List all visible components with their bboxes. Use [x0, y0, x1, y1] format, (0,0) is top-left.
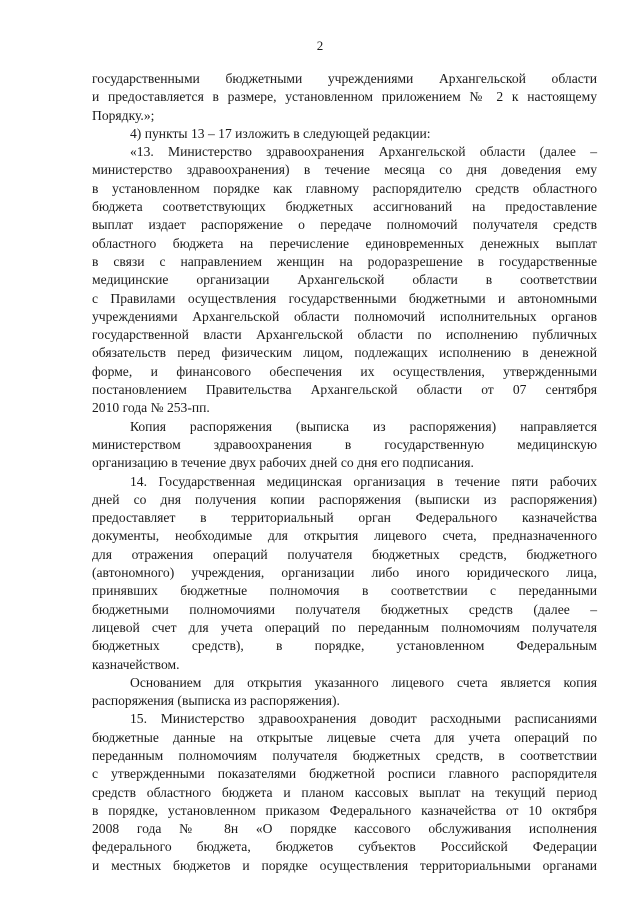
text-line: Копия распоряжения (выписка из распоряжения) направляется: [130, 418, 597, 434]
text-line: бюджетные данные на открытые лицевые счета для учета операций по: [92, 729, 597, 745]
text-line: принявших бюджетные полномочия в соответствии с переданными: [92, 583, 597, 599]
text-line: 2008 года № 8н «О порядке кассового обслуживания исполнения: [92, 821, 597, 837]
text-line: «13. Министерство здравоохранения Архангельской области (далее –: [130, 144, 597, 160]
text-line: (автономного) учреждения, организации либо иного юридического лица,: [92, 565, 597, 581]
text-line: 2010 года № 253-пп.: [92, 400, 210, 416]
text-line: распоряжения (выписка из распоряжения).: [92, 693, 340, 709]
text-line: лицевой счет для учета операций по переданным полномочиям получателя: [92, 619, 597, 635]
page-number: 2: [316, 38, 324, 53]
text-line: медицинские организации Архангельской области в соответствии: [92, 272, 597, 288]
text-line: в установленном порядке как главному распорядителю средств областного: [92, 180, 597, 196]
text-line: бюджета соответствующих бюджетных ассигнований на предоставление: [92, 199, 597, 215]
text-line: с Правилами осуществления государственными бюджетными и автономными: [92, 290, 597, 306]
text-line: организацию в течение двух рабочих дней со дня его подписания.: [92, 455, 474, 471]
text-line: и предоставляется в размере, установленном приложением № 2 к настоящему: [92, 89, 597, 105]
text-line: 14. Государственная медицинская организация в течение пяти рабочих: [130, 473, 597, 489]
text-line: областного бюджета на перечисление единовременных денежных выплат: [92, 235, 597, 251]
text-line: государственной власти Архангельской области по исполнению публичных: [92, 327, 597, 343]
text-line: переданным полномочиям получателя бюджетных средств, в соответствии: [92, 747, 597, 763]
text-line: для отражения операций получателя бюджетных средств, бюджетного: [92, 546, 597, 562]
text-line: дней со дня получения копии распоряжения (выписки из распоряжения): [92, 491, 597, 507]
text-line: предоставляет в территориальный орган Федерального казначейства: [92, 510, 597, 526]
text-line: постановлением Правительства Архангельской области от 07 сентября: [92, 382, 597, 398]
document-body: [92, 70, 597, 875]
text-line: казначейством.: [92, 656, 180, 672]
text-line: выплат издает распоряжение о передаче полномочий получателя средств: [92, 217, 597, 233]
text-line: государственными бюджетными учреждениями Архангельской области: [92, 71, 597, 86]
text-line: министерством здравоохранения в государственную медицинскую: [92, 436, 597, 452]
text-line: в порядке, установленном приказом Федерального казначейства от 10 октября: [92, 802, 597, 818]
text-line: обязательств перед физическим лицом, подлежащих исполнению в денежной: [92, 345, 597, 361]
text-line: с утвержденными показателями бюджетной росписи главного распорядителя: [92, 766, 597, 782]
text-line: федерального бюджета, бюджетов субъектов Российской Федерации: [92, 839, 597, 855]
text-line: Порядку.»;: [92, 107, 155, 123]
text-line: документы, необходимые для открытия лицевого счета, предназначенного: [92, 528, 597, 544]
text-line: бюджетных средств), в порядке, установленном Федеральным: [92, 638, 597, 654]
text-line: 15. Министерство здравоохранения доводит расходными расписаниями: [130, 711, 597, 727]
text-line: средств областного бюджета и планом кассовых выплат на текущий период: [92, 784, 597, 800]
text-line: форме, и финансового обеспечения их осуществления, утвержденными: [92, 363, 597, 379]
text-line: учреждениями Архангельской области полномочий исполнительных органов: [92, 308, 597, 324]
text-line: в связи с направлением женщин на родоразрешение в государственные: [92, 253, 597, 269]
text-line: Основанием для открытия указанного лицевого счета является копия: [130, 674, 597, 690]
text-line: министерство здравоохранения) в течение месяца со дня доведения ему: [92, 162, 597, 178]
text-line: и местных бюджетов и порядке осуществления территориальными органами: [92, 857, 597, 873]
text-line: 4) пункты 13 – 17 изложить в следующей редакции:: [130, 125, 431, 141]
text-line: бюджетными полномочиями получателя бюджетных средств (далее –: [92, 601, 597, 617]
